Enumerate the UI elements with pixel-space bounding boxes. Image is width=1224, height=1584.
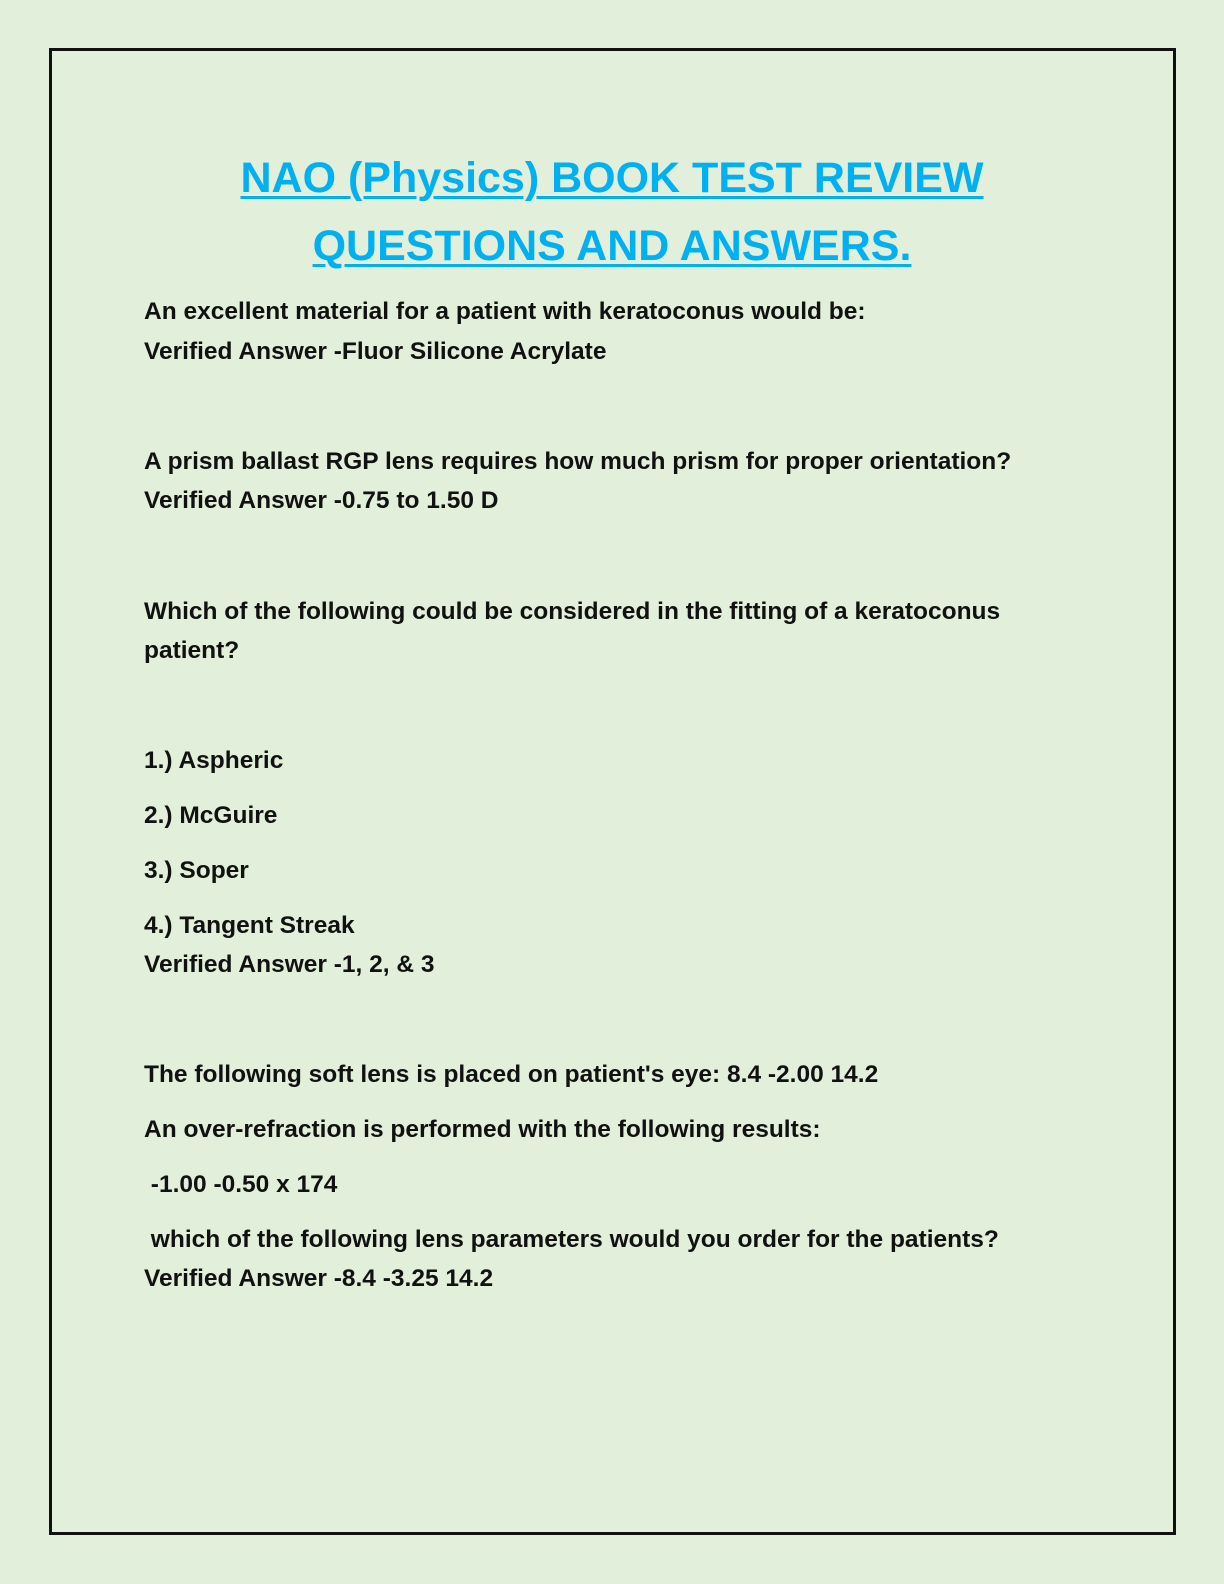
question-3-text-line-2: patient? bbox=[144, 637, 240, 664]
question-4-line-1: The following soft lens is placed on patient's eye: 8.4 -2.00 14.2 bbox=[144, 1061, 879, 1088]
question-3-option: 1.) Aspheric bbox=[144, 747, 284, 774]
question-3-option: 3.) Soper bbox=[144, 857, 249, 884]
question-2-answer: Verified Answer -0.75 to 1.50 D bbox=[144, 487, 499, 514]
question-3-option: 2.) McGuire bbox=[144, 802, 278, 829]
question-4-line-3: -1.00 -0.50 x 174 bbox=[144, 1171, 338, 1198]
question-3-text-line-1: Which of the following could be considered in the fitting of a keratoconus bbox=[144, 598, 1001, 625]
title-line-1: NAO (Physics) BOOK TEST REVIEW bbox=[240, 154, 984, 202]
question-4-line-4: which of the following lens parameters would you order for the patients? bbox=[144, 1226, 999, 1253]
question-1-text: An excellent material for a patient with keratoconus would be: bbox=[144, 298, 866, 325]
question-3-option: 4.) Tangent Streak bbox=[144, 912, 355, 939]
question-4-answer: Verified Answer -8.4 -3.25 14.2 bbox=[144, 1265, 494, 1292]
question-2-text: A prism ballast RGP lens requires how much prism for proper orientation? bbox=[144, 448, 1012, 475]
question-4-line-2: An over-refraction is performed with the following results: bbox=[144, 1116, 821, 1143]
document-title bbox=[0, 144, 1224, 280]
question-3-answer: Verified Answer -1, 2, & 3 bbox=[144, 951, 435, 978]
title-line-2: QUESTIONS AND ANSWERS. bbox=[312, 222, 912, 270]
question-1-answer: Verified Answer -Fluor Silicone Acrylate bbox=[144, 338, 607, 365]
